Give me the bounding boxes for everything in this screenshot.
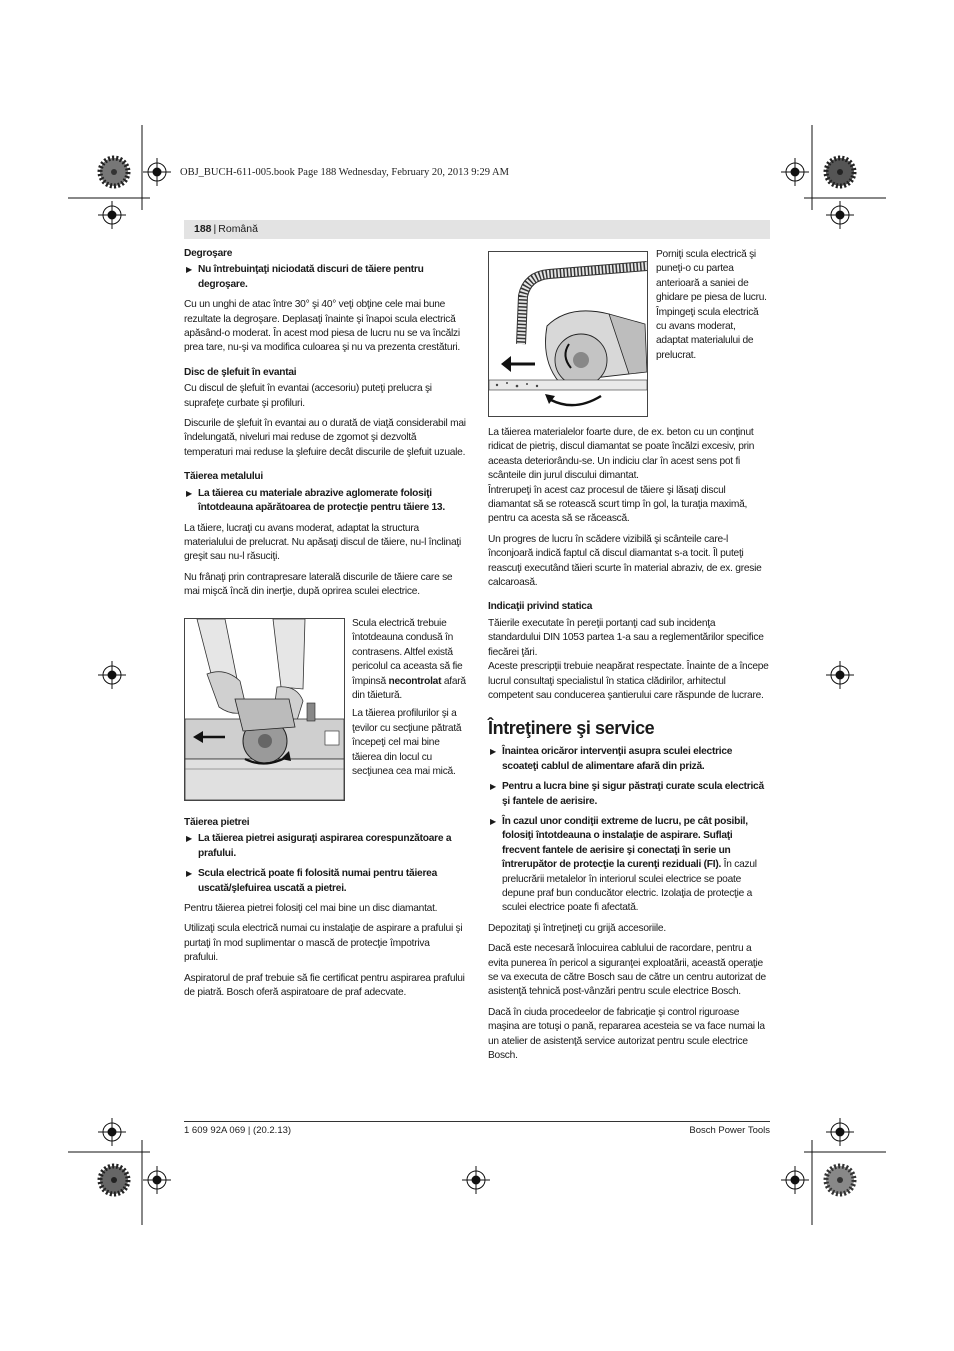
page-header — [184, 220, 770, 239]
arrow-bullet-icon: ▶ — [490, 782, 496, 792]
caption-bold: necontrolat — [388, 675, 442, 687]
header-separator: | — [213, 223, 217, 235]
paragraph: Discurile de şlefuit în evantai au o durată de viaţă considerabil mai îndelungată, niveluri mai reduse de zgomot şi dezvoltă temperaturi mai reduse la şlefuire decât discurile de şlefuit uzuale. — [184, 418, 466, 458]
warning-bullet: ▶ Pentru a lucra bine şi sigur păstraţi curate scula electrică şi fantele de aerisire. — [490, 781, 764, 807]
arrow-bullet-icon: ▶ — [490, 747, 496, 757]
paragraph: Dacă este necesară înlocuirea cablului de racordare, pentru a evita punerea în pericol a siguranţei exploatării, această operaţie se va executa de către Bosch sau de către un centru autorizat de asistenţă tehnică post-vânzări pentru scule electrice Bosch. — [488, 943, 766, 998]
page-number: 188 — [194, 223, 212, 235]
footer-doc-number: 1 609 92A 069 | (20.2.13) — [184, 1125, 292, 1136]
left-column-lower — [184, 816, 466, 1006]
caption-text: La tăierea profilurilor şi a ţevilor cu secţiune pătrată începeţi cel mai bine tăierea din locul cu secţiunea cea mai mică. — [352, 708, 462, 778]
paragraph: Cu discul de şlefuit în evantai (accesoriu) puteţi prelucra şi suprafeţe curbate şi profiluri. — [184, 383, 432, 409]
arrow-bullet-icon: ▶ — [186, 869, 192, 879]
paragraph: Aspiratorul de praf trebuie să fie certificat pentru aspirarea prafului de piatră. Bosch oferă aspiratoare de praf adecvate. — [184, 972, 465, 999]
figure-metal-caption — [352, 617, 467, 783]
figure-metal-cutting — [184, 618, 345, 801]
paragraph: Aceste prescripţii trebuie neapărat respectate. Înainte de a începe lucrul consultaţi specialistul în statica clădirilor, arhitectul competent sau conducerea şantierului care răspunde de lucrare. — [488, 661, 769, 701]
paragraph: Un progres de lucru în scădere vizibilă şi scânteile care-l înconjoară indică faptul că discul diamantat s-a tocit. Îl puteţi reascuţi executând tăieri scurte în material abraziv, de ex. gresie calcaroasă. — [488, 533, 762, 589]
left-column — [184, 247, 466, 606]
paragraph: Cu un unghi de atac între 30° şi 40° veţi obţine cele mai bune rezultate la degroşare. Deplasaţi înainte şi înapoi scula electrică apăsând-o moderat. În acest mod piesa de lucru nu se va încălzi prea tare, nu-şi va modifica culoarea şi nu va prezenta crestături. — [184, 299, 461, 354]
paragraph: La tăierea materialelor foarte dure, de ex. beton cu un conţinut ridicat de pietriş, discul diamantat se poate încălzi excesiv, prin aceasta deteriorându-se. Un indiciu clar în acest sens pot fi scânteile din jurul discului dimantat. — [488, 427, 755, 482]
section-title-service: Întreţinere şi service — [488, 718, 655, 739]
warning-bullet: ▶ La tăierea pietrei asiguraţi aspirarea corespunzătoare a prafului. — [186, 833, 452, 859]
warning-bullet: ▶ La tăierea cu materiale abrazive aglomerate folosiţi întotdeauna apărătoarea de protecţie pentru tăiere 13. — [186, 487, 445, 514]
paragraph: Nu frânaţi prin contrapresare laterală discurile de tăiere care se mai mişcă încă din inerţie, după oprirea sculei electrice. — [184, 571, 453, 598]
heading-disc-slefuit: Disc de şlefuit în evantai — [184, 366, 297, 378]
paragraph: Tăierile executate în pereţii portanţi cad sub incidenţa standardului DIN 1053 partea 1-a sau a reglementărilor specifice fiecărei ţări. — [488, 617, 764, 658]
paragraph: Utilizaţi scula electrică numai cu instalaţie de aspirare a prafului şi purtaţi în mod suplimentar o mască de protecţie împotriva prafului. — [184, 923, 463, 964]
print-slug: OBJ_BUCH-611-005.book Page 188 Wednesday, February 20, 2013 9:29 AM — [180, 167, 509, 178]
paragraph: La tăiere, lucraţi cu avans moderat, adaptat la structura materialului de prelucrat. Nu apăsaţi discul de tăiere, nu-l înclinaţi greşit sau nu-l răsuciţi. — [184, 522, 461, 563]
paragraph: Dacă în ciuda procedeelor de fabricaţie şi control riguroase maşina are totuşi o pană, repararea acesteia se va face numai la un atelier de asistenţă service autorizat pentru scule electrice Bosch. — [488, 1006, 765, 1062]
footer-brand: Bosch Power Tools — [689, 1125, 770, 1136]
arrow-bullet-icon: ▶ — [186, 834, 192, 844]
figure-stone-caption — [656, 248, 770, 367]
arrow-bullet-icon: ▶ — [186, 488, 192, 498]
heading-degrosare: Degroşare — [184, 248, 233, 259]
paragraph: Pentru tăierea pietrei folosiţi cel mai bine un disc diamantat. — [184, 903, 438, 915]
arrow-bullet-icon: ▶ — [186, 265, 192, 275]
paragraph: Depozitaţi şi întreţineţi cu grijă accesoriile. — [488, 922, 666, 934]
paragraph: Întrerupeţi în acest caz procesul de tăiere şi lăsaţi discul diamantat să se rotească scurt timp în gol, la turaţia maximă, pentru ca acesta să se răcească. — [488, 484, 748, 525]
figure-stone-cutting — [488, 251, 648, 417]
arrow-bullet-icon: ▶ — [490, 816, 496, 826]
heading-statica: Indicaţii privind statica — [488, 601, 593, 613]
warning-bullet: ▶ Înaintea oricăror intervenţii asupra sculei electrice scoateţi cablul de alimentare afară din priză. — [490, 746, 733, 772]
header-language: Română — [218, 223, 258, 235]
warning-bullet: ▶ Nu întrebuinţaţi niciodată discuri de tăiere pentru degroşare. — [186, 264, 424, 290]
caption-text: afară din tăietură. — [352, 675, 466, 702]
caption-text: Scula electrică trebuie întotdeauna condusă în contrasens. Altfel există pericolul ca aceasta să fie împinsă — [352, 618, 463, 687]
warning-bullet: ▶ Scula electrică poate fi folosită numai pentru tăierea uscată/şlefuirea uscată a pietrei. — [186, 868, 437, 894]
heading-taierea-metalului: Tăierea metalului — [184, 471, 263, 483]
right-column — [488, 426, 770, 1069]
stone-cutting-illustration — [489, 252, 647, 416]
cutting-illustration — [185, 619, 344, 800]
heading-taierea-pietrei: Tăierea pietrei — [184, 817, 250, 828]
caption-text: Porniţi scula electrică şi puneţi-o cu partea anterioară a saniei de ghidare pe piesa de lucru. Împingeţi scula electrică cu avans moderat, adaptat materialului de prelucrat. — [656, 249, 767, 361]
warning-bullet: ▶ În cazul unor condiţii extreme de lucru, pe cât posibil, folosiţi întotdeauna o instalaţie de aspirare. Suflaţi frecvent fantele de aerisire şi conectaţi în serie un întrerupător de protecţie la curenţi reziduali (FI). În cazul prelucrării metalelor în interiorul sculei electrice se poate depune praf bun conducător electric. Izolaţia de protecţie a sculei electrice poate fi afectată. — [490, 815, 757, 914]
footer-rule — [184, 1121, 770, 1122]
